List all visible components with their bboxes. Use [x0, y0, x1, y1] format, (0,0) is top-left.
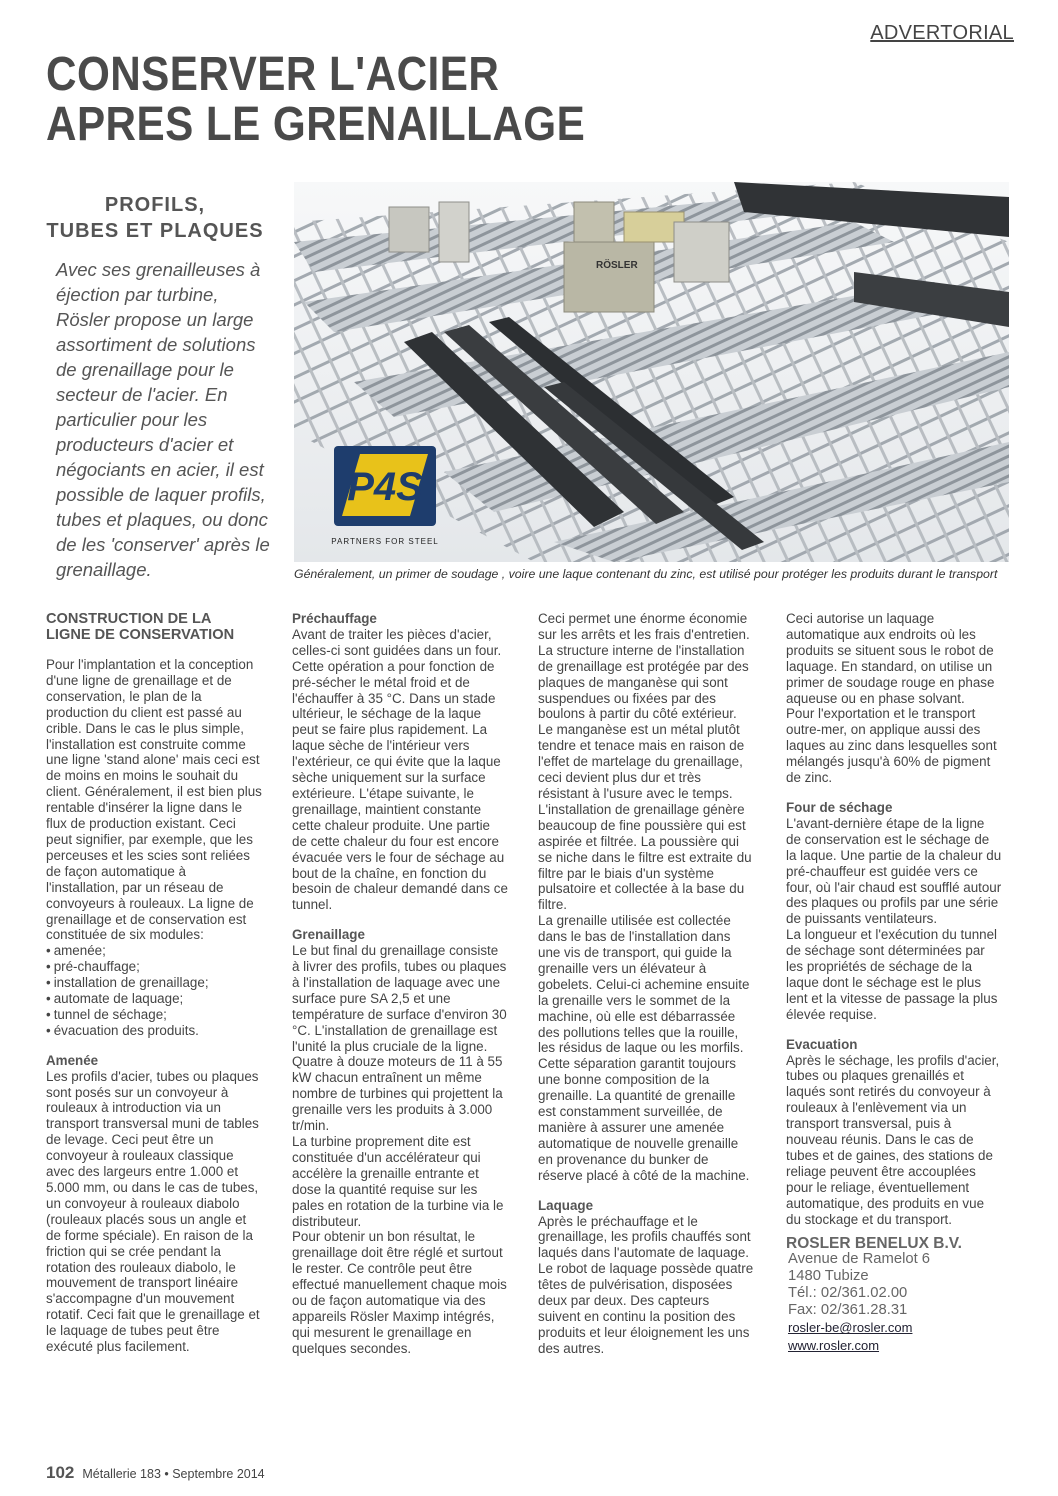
page-footer [46, 1463, 265, 1483]
paragraph: Après le préchauffage et le grenaillage, les profils chauffés sont laqués dans l'automate de laquage. [538, 1213, 751, 1261]
subheading-amenee: Amenée [46, 1052, 99, 1068]
paragraph: La grenaille utilisée est collectée dans le bas de l'installation dans une vis de transport, qui guide la grenaille vers un élévateur à gobelets. Celui-ci achemine ensuite la grenaille vers le sommet de la machine, où elle est débarrassée des pollutions telles que la rouille, les résidus de laque ou les morfils. Cette séparation garantit toujours une bonne composition de la grenaille. La quantité de grenaille est constamment surveillée, de manière à assurer une amenée automatique de nouvelle grenaille en provenance du bunker de réserve placé à côté de la machine. [538, 913, 750, 1183]
address-city: 1480 Tubize [788, 1268, 869, 1285]
paragraph: Ceci autorise un laquage automatique aux endroits où les produits se situent sous le robot de laquage. En standard, on utilise un primer de soudage rouge en phase aqueuse ou en phase solvant. [786, 611, 995, 706]
subheading-prechauffage: Préchauffage [292, 611, 377, 626]
module-list [46, 943, 262, 1038]
list-item: • pré-chauffage; [46, 959, 262, 975]
list-item: • automate de laquage; [46, 991, 262, 1007]
paragraph: Pour l'exportation et le transport outre-mer, on applique aussi des laques au zinc dans lesquelles sont mélangés jusqu'à 60% de pigment de zinc. [786, 706, 997, 786]
paragraph: La longueur et l'exécution du tunnel de séchage sont déterminées par les propriétés de séchage de la laque dont le séchage est le plus lent et la vitesse de passage la plus élevée requise. [786, 927, 998, 1022]
phone-number: Tél.: 02/361.02.00 [788, 1285, 908, 1302]
page-number: 102 [46, 1463, 75, 1482]
heading-line-2: LIGNE DE CONSERVATION [46, 627, 235, 643]
paragraph: Ceci permet une énorme économie sur les arrêts et les frais d'entretien. [538, 611, 750, 642]
address-street: Avenue de Ramelot 6 [788, 1251, 931, 1268]
paragraph: L'installation de grenaillage génère beaucoup de fine poussière qui est aspirée et filtrée. La poussière qui se niche dans le filtre est extraite du filtre par le biais d'un système pulsatoire et collectée à la base du filtre. [538, 801, 752, 913]
paragraph: Avant de traiter les pièces d'acier, celles-ci sont guidées dans un four. Cette opération a pour fonction de pré-sécher le métal froid et de l'échauffer à 35 °C. Dans un stade ultérieur, le séchage de la laque peut se faire plus rapidement. La laque sèche de l'intérieur vers l'extérieur, ce qui évite que la laque sèche uniquement sur la surface extérieure. L'étape suivante, le grenaillage, maintient constante cette chaleur produite. Une partie de cette chaleur du four est encore évacuée vers le four de séchage au bout de la chaîne, en fonction du besoin de chaleur demandé dans ce tunnel. [292, 626, 508, 913]
subheading-laquage: Laquage [538, 1197, 594, 1213]
paragraph: Pour l'implantation et la conception d'une ligne de grenaillage et de conservation, le plan de la production du client est passé au crible. Dans le cas le plus simple, l'installation est construite comme une ligne 'stand alone' mais ceci est de moins en moins le souhait du client. Généralement, il est bien plus rentable d'insérer la ligne dans le flux de production existant. Ceci peut signifier, par exemple, que les perceuses et les scies sont reliées de façon automatique à l'installation, par un réseau de convoyeurs à rouleaux. La ligne de grenaillage et de conservation est constituée de six modules: [46, 657, 262, 943]
column-2 [292, 611, 508, 1357]
advertorial-label: ADVERTORIAL [870, 22, 1014, 44]
list-item: • évacuation des produits. [46, 1023, 262, 1039]
paragraph: Les profils d'acier, tubes ou plaques sont posés sur un convoyeur à rouleaux à introduction via un transport transversal muni de tables de levage. Ceci peut être un convoyeur à rouleaux classique avec des largeurs entre 1.000 et 5.000 mm, ou dans le cas de tubes, un convoyeur à rouleaux diabolo (rouleaux placés sous un angle et de forme spéciale). En raison de la friction qui se crée pendant la rotation des rouleaux diabolo, le mouvement de transport linéaire s'accompagne d'un mouvement rotatif. Ceci fait que le grenaillage et le laquage de tubes peut être exécuté plus facilement. [46, 1068, 260, 1355]
subheading-evacuation: Evacuation [786, 1036, 858, 1052]
logo-tagline: PARTNERS FOR STEEL [331, 537, 439, 546]
logo-text: P4S [347, 465, 423, 509]
paragraph: L'avant-dernière étape de la ligne de conservation est le séchage de la laque. Une partie de la chaleur du pré-chauffeur est guidée vers ce four, où l'air chaud est soufflé autour des plaques ou profils par une série de puissants ventilateurs. [786, 815, 1002, 927]
title-line-1: CONSERVER L'ACIER [46, 48, 500, 101]
subheading-grenaillage: Grenaillage [292, 927, 365, 943]
machine-label: RÖSLER [596, 260, 638, 271]
subtitle-line-1: PROFILS, [104, 194, 206, 216]
fax-number: Fax: 02/361.28.31 [788, 1302, 908, 1319]
paragraph: La structure interne de l'installation de grenaillage est protégée par des plaques de manganèse qui sont suspendues ou fixées par des boulons à partir du côté extérieur. Le manganèse est un métal plutôt tendre et tenace mais en raison de l'effet de martelage du grenaillage, ceci devient plus dur et très résistant à l'usure avec le temps. [538, 642, 749, 801]
publication-info: Métallerie 183 • Septembre 2014 [82, 1467, 265, 1481]
paragraph: Le but final du grenaillage consiste à livrer des profils, tubes ou plaques à l'installation de laquage avec une surface pure SA 2,5 et une température de surface d'environ 30 °C. L'installation de grenaillage est l'unité la plus cruciale de la ligne. Quatre à douze moteurs de 11 à 55 kW chacun entraînent un même nombre de turbines qui projettent la grenaille vers les produits à 3.000 tr/min. [292, 943, 507, 1134]
photo-caption: Généralement, un primer de soudage , voire une laque contenant du zinc, est utilisé pour protéger les produits durant le transport [294, 567, 998, 581]
paragraph: Le robot de laquage possède quatre têtes de pulvérisation, disposées deux par deux. Des capteurs suivent en continu la position des produits et leur éloignement les uns des autres. [538, 1261, 754, 1356]
title-line-2: APRES LE GRENAILLAGE [46, 98, 586, 151]
section-heading-construction [46, 611, 262, 643]
list-item: • tunnel de séchage; [46, 1007, 262, 1023]
website-link[interactable]: www.rosler.com [788, 1338, 880, 1354]
subheading-four-de-sechage: Four de séchage [786, 799, 893, 815]
heading-line-1: CONSTRUCTION DE LA [46, 611, 212, 627]
installation-photo [294, 182, 1009, 562]
email-link[interactable]: rosler-be@rosler.com [788, 1320, 913, 1336]
paragraph: Après le séchage, les profils d'acier, tubes ou plaques grenaillés et laqués sont retirés du convoyeur à rouleaux à l'enlèvement via un transport transversal, puis à nouveau réunis. Dans le cas de tubes et de gaines, des stations de reliage peuvent être accouplées pour le reliage, éventuellement automatique, des produits en vue du stockage et du transport. [786, 1052, 1000, 1227]
company-name: ROSLER BENELUX B.V. [786, 1234, 962, 1252]
column-1 [46, 611, 262, 1355]
list-item: • amenée; [46, 943, 262, 959]
p4s-logo [330, 442, 440, 550]
list-item: • installation de grenaillage; [46, 975, 262, 991]
article-title [46, 50, 838, 150]
subtitle-line-2: TUBES ET PLAQUES [46, 220, 264, 242]
address-block [786, 1251, 1002, 1355]
lead-paragraph: Avec ses grenailleuses à éjection par turbine, Rösler propose un large assortiment de solutions de grenaillage pour le secteur de l'acier. En particulier pour les producteurs d'acier et négociants en acier, il est possible de laquer profils, tubes et plaques, ou donc de les 'conserver' après le grenaillage. [56, 259, 270, 580]
paragraph: La turbine proprement dite est constituée d'un accélérateur qui accélère la grenaille entrante et dose la quantité requise sur les pales en rotation de la turbine via le distributeur. [292, 1134, 504, 1229]
paragraph: Pour obtenir un bon résultat, le grenaillage doit être réglé et surtout le rester. Ce contrôle peut être effectué manuellement chaque mois ou de façon automatique via des appareils Rösler Maximp intégrés, qui mesurent le grenaillage en quelques secondes. [292, 1229, 507, 1356]
column-4 [786, 611, 1002, 1355]
article-subtitle [40, 192, 270, 244]
column-3 [538, 611, 754, 1357]
